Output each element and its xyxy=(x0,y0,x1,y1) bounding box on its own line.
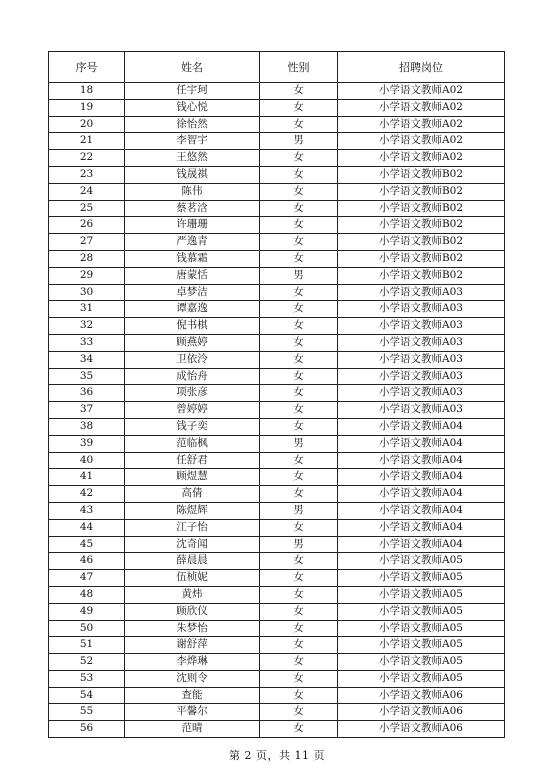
cell-no: 52 xyxy=(49,654,125,671)
cell-gender: 女 xyxy=(260,452,338,469)
cell-position: 小学语文教师A03 xyxy=(338,351,505,368)
table-row xyxy=(49,150,505,167)
table-row xyxy=(49,83,505,100)
cell-position: 小学语文教师A05 xyxy=(338,670,505,687)
cell-no: 47 xyxy=(49,570,125,587)
cell-gender: 女 xyxy=(260,368,338,385)
cell-gender: 女 xyxy=(260,334,338,351)
cell-gender: 女 xyxy=(260,721,338,738)
table-row xyxy=(49,586,505,603)
header-cell-gender: 性别 xyxy=(260,52,338,83)
table-row xyxy=(49,435,505,452)
cell-position: 小学语文教师A04 xyxy=(338,452,505,469)
cell-gender: 女 xyxy=(260,200,338,217)
cell-gender: 男 xyxy=(260,536,338,553)
table-row xyxy=(49,452,505,469)
cell-gender: 女 xyxy=(260,83,338,100)
cell-gender: 女 xyxy=(260,150,338,167)
cell-gender: 女 xyxy=(260,670,338,687)
cell-name: 钱慕霜 xyxy=(125,250,260,267)
cell-position: 小学语文教师B02 xyxy=(338,200,505,217)
cell-no: 33 xyxy=(49,334,125,351)
cell-name: 卫依泠 xyxy=(125,351,260,368)
cell-no: 28 xyxy=(49,250,125,267)
table-row xyxy=(49,267,505,284)
header-cell-position: 招聘岗位 xyxy=(338,52,505,83)
cell-no: 46 xyxy=(49,553,125,570)
cell-gender: 女 xyxy=(260,284,338,301)
table-row xyxy=(49,368,505,385)
table-row xyxy=(49,469,505,486)
cell-position: 小学语文教师A02 xyxy=(338,83,505,100)
cell-gender: 男 xyxy=(260,133,338,150)
cell-name: 查能 xyxy=(125,687,260,704)
table-row xyxy=(49,553,505,570)
table-row xyxy=(49,234,505,251)
page-number: 第 2 页，共 11 页 xyxy=(229,749,325,762)
cell-no: 32 xyxy=(49,318,125,335)
table-row xyxy=(49,301,505,318)
cell-no: 34 xyxy=(49,351,125,368)
cell-no: 22 xyxy=(49,150,125,167)
cell-no: 43 xyxy=(49,502,125,519)
cell-position: 小学语文教师A04 xyxy=(338,536,505,553)
table-row xyxy=(49,183,505,200)
cell-name: 谢舒萍 xyxy=(125,637,260,654)
cell-no: 54 xyxy=(49,687,125,704)
cell-position: 小学语文教师B02 xyxy=(338,183,505,200)
cell-no: 18 xyxy=(49,83,125,100)
cell-gender: 女 xyxy=(260,586,338,603)
cell-gender: 女 xyxy=(260,385,338,402)
cell-no: 20 xyxy=(49,116,125,133)
cell-gender: 女 xyxy=(260,637,338,654)
cell-position: 小学语文教师A03 xyxy=(338,301,505,318)
cell-gender: 女 xyxy=(260,418,338,435)
cell-gender: 女 xyxy=(260,351,338,368)
cell-position: 小学语文教师A06 xyxy=(338,704,505,721)
cell-position: 小学语文教师A05 xyxy=(338,620,505,637)
cell-no: 48 xyxy=(49,586,125,603)
cell-position: 小学语文教师A02 xyxy=(338,116,505,133)
cell-name: 王悠然 xyxy=(125,150,260,167)
cell-name: 倪书棋 xyxy=(125,318,260,335)
cell-position: 小学语文教师B02 xyxy=(338,166,505,183)
cell-position: 小学语文教师A03 xyxy=(338,334,505,351)
cell-no: 26 xyxy=(49,217,125,234)
cell-gender: 女 xyxy=(260,570,338,587)
cell-name: 李烨琳 xyxy=(125,654,260,671)
table-row xyxy=(49,166,505,183)
roster-table xyxy=(48,51,505,738)
cell-no: 50 xyxy=(49,620,125,637)
cell-position: 小学语文教师A03 xyxy=(338,318,505,335)
cell-name: 曾婷婷 xyxy=(125,402,260,419)
cell-position: 小学语文教师A04 xyxy=(338,502,505,519)
cell-position: 小学语文教师A02 xyxy=(338,133,505,150)
cell-no: 21 xyxy=(49,133,125,150)
cell-gender: 女 xyxy=(260,318,338,335)
cell-gender: 女 xyxy=(260,486,338,503)
cell-position: 小学语文教师A05 xyxy=(338,603,505,620)
cell-name: 钱心悦 xyxy=(125,99,260,116)
cell-name: 谭嘉逸 xyxy=(125,301,260,318)
cell-gender: 女 xyxy=(260,116,338,133)
cell-no: 44 xyxy=(49,519,125,536)
cell-gender: 女 xyxy=(260,234,338,251)
cell-position: 小学语文教师A04 xyxy=(338,469,505,486)
cell-gender: 女 xyxy=(260,469,338,486)
cell-no: 56 xyxy=(49,721,125,738)
cell-position: 小学语文教师A05 xyxy=(338,586,505,603)
cell-position: 小学语文教师A05 xyxy=(338,654,505,671)
table-row xyxy=(49,133,505,150)
cell-position: 小学语文教师A02 xyxy=(338,150,505,167)
cell-no: 23 xyxy=(49,166,125,183)
header-row xyxy=(49,52,505,83)
cell-gender: 男 xyxy=(260,435,338,452)
table-row xyxy=(49,334,505,351)
table-row xyxy=(49,687,505,704)
cell-position: 小学语文教师A03 xyxy=(338,402,505,419)
cell-name: 薛晨晨 xyxy=(125,553,260,570)
cell-position: 小学语文教师A03 xyxy=(338,385,505,402)
cell-no: 35 xyxy=(49,368,125,385)
cell-name: 范晴 xyxy=(125,721,260,738)
cell-position: 小学语文教师A04 xyxy=(338,519,505,536)
cell-no: 25 xyxy=(49,200,125,217)
cell-position: 小学语文教师B02 xyxy=(338,217,505,234)
table-row xyxy=(49,418,505,435)
table-row xyxy=(49,99,505,116)
cell-position: 小学语文教师A06 xyxy=(338,687,505,704)
cell-name: 任宇珂 xyxy=(125,83,260,100)
cell-position: 小学语文教师A05 xyxy=(338,553,505,570)
cell-name: 伍桢妮 xyxy=(125,570,260,587)
table-header xyxy=(49,52,505,83)
cell-position: 小学语文教师B02 xyxy=(338,267,505,284)
cell-name: 沈奇闻 xyxy=(125,536,260,553)
cell-no: 19 xyxy=(49,99,125,116)
header-cell-name: 姓名 xyxy=(125,52,260,83)
cell-gender: 女 xyxy=(260,519,338,536)
cell-gender: 女 xyxy=(260,99,338,116)
cell-position: 小学语文教师A05 xyxy=(338,570,505,587)
cell-no: 36 xyxy=(49,385,125,402)
cell-name: 平馨尔 xyxy=(125,704,260,721)
cell-position: 小学语文教师A04 xyxy=(338,418,505,435)
cell-name: 成怡舟 xyxy=(125,368,260,385)
cell-gender: 女 xyxy=(260,183,338,200)
cell-position: 小学语文教师A04 xyxy=(338,435,505,452)
cell-no: 42 xyxy=(49,486,125,503)
cell-gender: 女 xyxy=(260,402,338,419)
table-row xyxy=(49,385,505,402)
cell-no: 38 xyxy=(49,418,125,435)
table-row xyxy=(49,637,505,654)
cell-name: 黄炜 xyxy=(125,586,260,603)
cell-name: 沈则令 xyxy=(125,670,260,687)
cell-position: 小学语文教师B02 xyxy=(338,250,505,267)
cell-position: 小学语文教师A03 xyxy=(338,284,505,301)
cell-name: 唐蒙恬 xyxy=(125,267,260,284)
table-row xyxy=(49,250,505,267)
cell-position: 小学语文教师A02 xyxy=(338,99,505,116)
cell-gender: 女 xyxy=(260,654,338,671)
cell-gender: 女 xyxy=(260,250,338,267)
table-row xyxy=(49,654,505,671)
cell-no: 37 xyxy=(49,402,125,419)
cell-position: 小学语文教师B02 xyxy=(338,234,505,251)
cell-no: 53 xyxy=(49,670,125,687)
cell-name: 钱晟祺 xyxy=(125,166,260,183)
table-row xyxy=(49,284,505,301)
cell-gender: 男 xyxy=(260,502,338,519)
cell-gender: 女 xyxy=(260,620,338,637)
cell-no: 51 xyxy=(49,637,125,654)
table-row xyxy=(49,536,505,553)
cell-no: 30 xyxy=(49,284,125,301)
cell-name: 项张彦 xyxy=(125,385,260,402)
cell-name: 朱梦怡 xyxy=(125,620,260,637)
cell-no: 49 xyxy=(49,603,125,620)
cell-gender: 女 xyxy=(260,687,338,704)
cell-name: 钱子奕 xyxy=(125,418,260,435)
table-row xyxy=(49,570,505,587)
table-body xyxy=(49,83,505,738)
cell-name: 李智宇 xyxy=(125,133,260,150)
cell-no: 41 xyxy=(49,469,125,486)
table-row xyxy=(49,519,505,536)
table-row xyxy=(49,704,505,721)
cell-no: 39 xyxy=(49,435,125,452)
cell-gender: 女 xyxy=(260,166,338,183)
cell-name: 蔡茗浛 xyxy=(125,200,260,217)
cell-position: 小学语文教师A06 xyxy=(338,721,505,738)
table-row xyxy=(49,200,505,217)
table-row xyxy=(49,402,505,419)
cell-name: 徐怡然 xyxy=(125,116,260,133)
table-row xyxy=(49,721,505,738)
cell-no: 29 xyxy=(49,267,125,284)
cell-name: 许珊珊 xyxy=(125,217,260,234)
cell-no: 31 xyxy=(49,301,125,318)
table-row xyxy=(49,620,505,637)
cell-name: 陈伟 xyxy=(125,183,260,200)
table-row xyxy=(49,351,505,368)
cell-name: 卓梦洁 xyxy=(125,284,260,301)
cell-position: 小学语文教师A05 xyxy=(338,637,505,654)
cell-no: 55 xyxy=(49,704,125,721)
header-cell-no: 序号 xyxy=(49,52,125,83)
cell-no: 24 xyxy=(49,183,125,200)
cell-no: 40 xyxy=(49,452,125,469)
table-row xyxy=(49,502,505,519)
table-row xyxy=(49,116,505,133)
table-row xyxy=(49,318,505,335)
cell-gender: 女 xyxy=(260,217,338,234)
table-row xyxy=(49,603,505,620)
cell-name: 江子怡 xyxy=(125,519,260,536)
table-row xyxy=(49,217,505,234)
cell-name: 任舒君 xyxy=(125,452,260,469)
cell-name: 范临枫 xyxy=(125,435,260,452)
cell-name: 严逸青 xyxy=(125,234,260,251)
cell-no: 45 xyxy=(49,536,125,553)
cell-name: 顾燕婷 xyxy=(125,334,260,351)
cell-position: 小学语文教师A04 xyxy=(338,486,505,503)
cell-gender: 女 xyxy=(260,553,338,570)
cell-no: 27 xyxy=(49,234,125,251)
cell-name: 顾欣仪 xyxy=(125,603,260,620)
cell-name: 陈煜辉 xyxy=(125,502,260,519)
cell-gender: 女 xyxy=(260,603,338,620)
cell-position: 小学语文教师A03 xyxy=(338,368,505,385)
table-row xyxy=(49,486,505,503)
table-row xyxy=(49,670,505,687)
cell-name: 顾煜慧 xyxy=(125,469,260,486)
cell-gender: 男 xyxy=(260,267,338,284)
cell-gender: 女 xyxy=(260,704,338,721)
cell-name: 高倩 xyxy=(125,486,260,503)
cell-gender: 女 xyxy=(260,301,338,318)
